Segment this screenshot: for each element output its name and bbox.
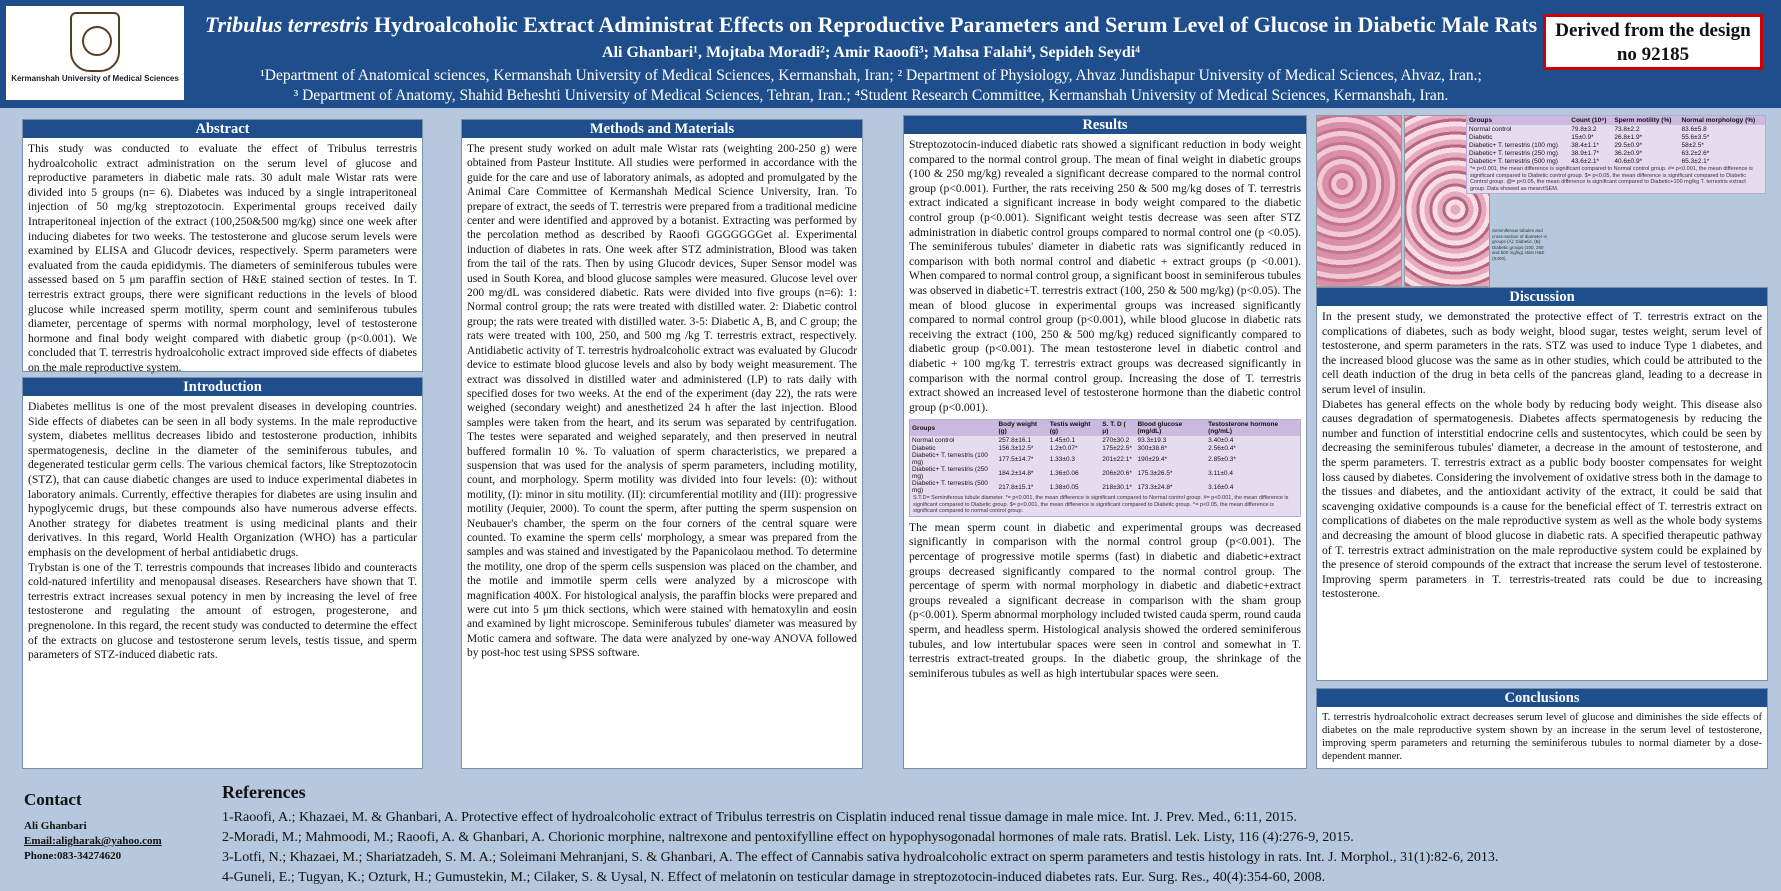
table1-cell: Diabetic+ T. terrestris (100 mg) — [912, 452, 988, 467]
table2-cell: 83.6±5.8 — [1681, 125, 1707, 133]
table1-cell: 1.2±0.07* — [1049, 444, 1078, 452]
table-row — [910, 466, 1300, 480]
table1-header-cell: Blood glucose (mg/dL) — [1135, 420, 1206, 436]
table1-cell: 175±22.5* — [1102, 444, 1132, 452]
table-row — [1467, 157, 1765, 165]
introduction-heading: Introduction — [23, 378, 422, 396]
conclusions-text: T. terrestris hydroalcoholic extract decreases serum level of glucose and diminishes the side effects of diabetes on the male reproductive system shown by an increase in the serum level of testosterone, improving sperm parameters and returning the seminiferous tubules to normal diameter by a dose-dependent manner. — [1322, 712, 1762, 762]
table1-cell: 1.33±0.3 — [1049, 455, 1076, 463]
methods-section — [461, 119, 863, 769]
table2-header-cell: Normal morphology (%) — [1680, 116, 1765, 125]
table2-header-cell: Sperm motility (%) — [1612, 116, 1679, 125]
table1-cell: 1.45±0.1 — [1049, 436, 1076, 444]
introduction-section — [22, 377, 423, 769]
table1-header-cell: Testosterone hormone (ng/mL) — [1206, 420, 1300, 436]
contact-email[interactable]: Email:aligharak@yahoo.com — [24, 835, 162, 847]
table1-cell: Diabetic+ T. terrestris (500 mg) — [912, 480, 988, 495]
discussion-heading: Discussion — [1317, 288, 1767, 306]
table2-cell: 36.2±0.9* — [1614, 149, 1643, 157]
table-row — [1467, 149, 1765, 157]
author-list: Ali Ghanbari¹, Mojtaba Moradi²; Amir Raoofi³; Mahsa Falahi⁴, Sepideh Seydi⁴ — [602, 44, 1140, 61]
abstract-text: This study was conducted to evaluate the effect of Tribulus terrestris hydroalcoholic extract administration on the serum level of glucose and reproductive parameters in diabetic male rats. 30 adult male Wistar rats were divided into 5 groups (n= 6). Diabetes was induced by a single intraperitoneal injection of 50 mg/kg streptozotocin. Experimental groups received daily Intraperitoneal injection of the extract (100,250&500 mg/kg) since one week after inducing diabetes for two weeks. The testosterone and glucose serum levels were examined by ELISA and Glucodr devices, respectively. Sperm parameters were evaluated from the cauda epididymis. The diameters of seminiferous tubules were assessed based on 5 μm paraffin section of H&E stained section of testes. In T. terrestris extract groups, there were significant reductions in the levels of blood glucose while increased sperm motility, sperm count and seminiferous tubules diameter, percentage of sperms with normal morphology, level of testosterone hormone and final body weight compared with diabetic group (p<0.001). We concluded that T. terrestris hydroalcoholic extract improved side effects of diabetes on the male reproductive system. — [28, 142, 417, 374]
design-source-badge: Derived from the design no 92185 — [1543, 14, 1763, 70]
table2-cell: Diabetic+ T. terrestris (250 mg) — [1469, 149, 1558, 157]
discussion-paragraph-1: In the present study, we demonstrated the protective effect of T. terrestris extract on the complications of diabetes, such as body weight, blood sugar, testes weight, serum level of testosterone, and sperm parameters in the rats. STZ was used to induce Type 1 diabetes, and the increased blood glucose was the same as in other studies, which could be attributed to the cell death induction of the drug in beta cells of the pancreas gland, leading to a decrease in serum level of insulin. — [1322, 310, 1762, 396]
table2-cell: 55.6±3.5* — [1681, 133, 1710, 141]
table2-cell: 40.6±0.9* — [1614, 157, 1643, 165]
table-1-note: S.T.D= Seminiferous tubule diameter. *= p<0.001, the mean difference is significant compared to Normal control group. #= p<0.001, the mean difference is significant compared to Diabetic group. $= p<0.001, the mean difference is significant compared to Diabetic group. ^= p<0.05, the mean difference is significant compared to normal control group. — [913, 495, 1289, 515]
table2-cell: Normal control — [1469, 125, 1512, 133]
table-1-body — [910, 436, 1300, 494]
logo-caption: Kermanshah University of Medical Sciences — [11, 74, 179, 83]
introduction-paragraph-1: Diabetes mellitus is one of the most prevalent diseases in developing countries. Side effects of diabetes can be seen in all body systems. In the male reproductive system, diabetes mellitus decreases libido and testosterone production, inhibits spermatogenesis, decline in the diameter of the seminiferous tubules, and degenerated testicular germ cells. The various chemical factors, like Streptozotocin (STZ), that can cause diabetic changes are used to induce experimental diabetes in laboratory animals. Currently, effective therapies for diabetes are using insulin and hypoglycemic drugs, but these compounds also have numerous adverse effects. Another strategy for diabetes treatment is using medicinal plants and their derivatives. In this regard, World Health Organization (WHO) has a particular emphasis on the development of herbal antidiabetic drugs. — [28, 400, 417, 559]
table2-cell: 38.4±1.1* — [1571, 141, 1600, 149]
table2-cell: 15±0.9* — [1571, 133, 1594, 141]
introduction-paragraph-2: Trybstan is one of the T. terrestris compounds that increases libido and counteracts cold-natured infertility and menopausal diseases. Researchers have shown that T. terrestris extract increases sexual potency in men by increasing the level of free testosterone and regulating the amount of estrogen, progesterone, and pregnenolone. In this regard, the recent study was conducted to determine the effect of the extracts on glucose and testosterone serum levels, testis tissue, and sperm parameters of STZ-induced diabetic rats. — [28, 560, 417, 662]
contact-phone: Phone:083-34274620 — [24, 850, 122, 862]
table2-header-cell: Groups — [1467, 116, 1569, 125]
table1-header-cell: Testis weight (g) — [1048, 420, 1101, 436]
methods-text: The present study worked on adult male Wistar rats (weighting 200-250 g) were obtained from Pasteur Institute. All studies were performed in accordance with the guide for the care and use of laboratory animals, as adopted and promulgated by the Animal Care Committee of Kermanshah Medical Science University, Iran. To prepare of extract, the seeds of T. terrestris were prepared from a traditional medicine center and were identified and approved by a botanist. Extracting was performed by the percolation method as described by Raoofi GGGGGGGet al. Experimental induction of diabetes in rats. One week after STZ administration, Blood was taken from the tail of the rats. Then by using Glucodr devices, Super Sensor model was used in South Korea, and blood glucose samples were measured. Glucose level over 200 mg/dL was considered diabetic. Rats were divided into five groups (n=6): 1: Normal control group; the rats were treated with distilled water. 2: Diabetic control group; the rats were treated with distilled water. 3-5: Diabetic A, B, and C group; the rats were treated with 100, 250, and 500 mg /kg T. terrestris extract, respectively. Antidiabetic activity of T. terrestris hydroalcoholic extract was evaluated by Glucodr device to estimate blood glucose levels and also by body weight measurement. The extract was dissolved in distilled water and administered (I.P) to rats daily with specified doses for two weeks. At the end of the experiment (day 22), the rats were weighed (secondary weight) and anesthetized 24 h after the last injection. Blood samples were taken from the heart, and its serum was separated by centrifugation. The testes were separated and weighed separately, and then preserved in neutral buffered formalin 10 %. To valuation of sperm characteristics, we prepared a suspension that was used for the analysis of sperm parameters, including motility, count, and morphology. Sperm motility was divided into four levels: (0): without motility, (I): minor in situ motility. (II): circumferential motility and (III): progressive motility (Jequier, 2000). To count the sperm, after putting the sperm suspension on Neubauer's chamber, the sperm on the four corners of the central square were counted. To examine the sperm cells' morphology, a smear was prepared from the samples and was stained and investigated by the Papanicolaou method. To determine the motility, one drop of the sperm cells suspension was placed on the chamber, and the motile and immotile sperm cells were analyzed by a microscope with magnification 400X. For histological analysis, the paraffin blocks were prepared and were cut into 5 μm thick sections, which were stained with hematoxylin and eosin and examined by light microscope. Seminiferous tubules' diameter was measured by Motic camera and software. The data were analyzed by one-way ANOVA followed by post-hoc test using SPSS software. — [467, 143, 857, 660]
reference-item: 1-Raoofi, A.; Khazaei, M. & Ghanbari, A. Protective effect of hydroalcoholic extract of Tribulus terrestris on Cisplatin induced renal tissue damage in male mice. Int. J. Prev. Med., 6:11, 2015. — [222, 810, 1297, 825]
reference-item: 2-Moradi, M.; Mahmoodi, M.; Raoofi, A. & Ghanbari, A. Chorionic morphine, naltrexone and pentoxifylline effect on hypophysogonadal hormones of male rats. Bratisl. Lek. Listy, 116 (4):276-9, 2015. — [222, 830, 1354, 845]
table1-cell: 175.3±26.5* — [1137, 469, 1173, 477]
table1-cell: 93.3±19.3 — [1137, 436, 1167, 444]
table2-cell: 58±2.5* — [1681, 141, 1704, 149]
table2-cell: 65.3±2.1* — [1681, 157, 1710, 165]
table1-cell: 3.16±0.4 — [1208, 483, 1234, 491]
table2-header-cell: Count (10⁶) — [1569, 116, 1612, 125]
table-row — [1467, 133, 1765, 141]
table1-cell: 3.40±0.4 — [1208, 436, 1234, 444]
methods-heading: Methods and Materials — [462, 120, 862, 138]
table2-cell: 26.8±1.9* — [1614, 133, 1643, 141]
table1-cell: Diabetic — [912, 444, 936, 452]
table-row — [910, 444, 1300, 452]
results-section — [903, 115, 1307, 769]
table2-cell: 63.2±2.6* — [1681, 149, 1710, 157]
table-row — [910, 436, 1300, 444]
table1-cell: 1.36±0.06 — [1049, 469, 1079, 477]
discussion-section — [1316, 287, 1768, 681]
table1-cell: 156.3±12.5* — [998, 444, 1034, 452]
table1-header-cell: Body weight (g) — [996, 420, 1047, 436]
references-heading: References — [222, 782, 306, 802]
table2-cell: 38.9±1.7* — [1571, 149, 1600, 157]
table2-cell: 43.6±2.1* — [1571, 157, 1600, 165]
table1-cell: 177.5±14.7* — [998, 455, 1034, 463]
table-2-header-row — [1467, 116, 1765, 125]
table1-cell: 173.3±24.8* — [1137, 483, 1173, 491]
results-heading: Results — [904, 116, 1306, 134]
conclusions-heading: Conclusions — [1317, 689, 1767, 707]
reference-item: 4-Guneli, E.; Tugyan, K.; Ozturk, H.; Gumustekin, M.; Cilaker, S. & Uysal, N. Effect of melatonin on testicular damage in streptozotocin-induced diabetes rats. Eur. Surg. Res., 40(4):354-60, 2008. — [222, 870, 1326, 885]
results-paragraph-2: The mean sperm count in diabetic and experimental groups was decreased significantly in comparison with the normal control group (p<0.001). The percentage of progressive motile sperms (fast) in diabetic and diabetic+extract groups decreased significantly compared to the normal control group. The percentage of sperm with normal morphology in diabetic and diabetic+extract groups revealed a significant decrease in comparison with the sham group (p<0.001). Sperm abnormal morphology included twisted cauda sperm, round cauda sperm, and headless sperm. Histological analysis showed the ordered seminiferous tubules, and low intertubular spaces were seen in control and somewhat in T. terrestris extract-treated groups. In the diabetic group, the shrinkage of the seminiferous tubules as well as high intertubular spaces were seen. — [909, 520, 1301, 680]
poster-header — [0, 0, 1781, 108]
affiliation-line-2: ³ Department of Anatomy, Shahid Beheshti University of Medical Sciences, Tehran, Iran.; ⁴Student Research Committee, Kermanshah University of Medical Sciences, Kermanshah, Iran. — [293, 87, 1449, 104]
conclusions-section — [1316, 688, 1768, 769]
table1-cell: 2.56±0.4* — [1208, 444, 1236, 452]
table-2-body — [1467, 125, 1765, 165]
table-row — [910, 480, 1300, 494]
abstract-heading: Abstract — [23, 120, 422, 138]
table2-cell: 29.5±0.9* — [1614, 141, 1643, 149]
table-row — [910, 452, 1300, 466]
figure-caption: Seminiferous tubules and cross-section of diameter in groups (A): Diabetic, (B): Diabetic groups (100, 250 and 500 mg/kg) stain H&E (X400). — [1492, 228, 1548, 261]
results-paragraph-1: Streptozotocin-induced diabetic rats showed a significant reduction in body weight compared to the normal control group. The mean of final weight in diabetic groups (100 & 250 mg/kg) revealed a significant decrease compared to the normal control group (p<0.001). Further, the rats receiving 250 & 500 mg/kg doses of T. terrestris extract indicated a significant increase in body weight compared to the diabetic control group (p<0.001). Significant weight testis decrease was seen after STZ administration in diabetic control groups compared to normal control one (p <0.05). The seminiferous tubules' diameter in diabetic rats was significantly reduced in comparison with both normal control and diabetic + extract groups (p <0.001). When compared to normal control group, a significant boost in seminiferous tubules was observed in diabetic+T. terrestris extract (100, 250 & 500 mg/kg) (p<0.05). The mean of blood glucose in experimental groups was increased significantly compared to normal control group (p<0.001), while blood glucose in diabetic rats receiving the extract (100, 250 & 500 mg/kg) reduced significantly compared to diabetic group (p<0.001). The mean testosterone level in diabetic control and diabetic + 100 mg/kg T. terrestris extract groups was decreased significantly in comparison with the normal control group. Increasing the dose of T. terrestris extract showed an increased level of testosterone hormone than the diabetic control group (p<0.001). — [909, 138, 1301, 414]
table1-cell: Diabetic+ T. terrestris (250 mg) — [912, 466, 988, 481]
table1-header-cell: Groups — [910, 420, 996, 436]
table1-cell: Normal control — [912, 436, 955, 444]
abstract-section — [22, 119, 423, 372]
results-table-1 — [909, 419, 1301, 517]
table-row — [1467, 125, 1765, 133]
table2-cell: Diabetic+ T. terrestris (100 mg) — [1469, 141, 1558, 149]
table1-header-cell: S. T. D ( μ) — [1100, 420, 1135, 436]
results-table-2 — [1466, 115, 1766, 194]
table1-cell: 206±20.6* — [1102, 469, 1132, 477]
university-logo — [6, 6, 184, 100]
title-species: Tribulus terrestris — [204, 12, 369, 37]
title-rest: Hydroalcoholic Extract Administrat Effects on Reproductive Parameters and Serum Level of Glucose in Diabetic Male Rats — [368, 12, 1538, 37]
table1-cell: 201±22.1* — [1102, 455, 1132, 463]
table1-cell: 1.38±0.05 — [1049, 483, 1079, 491]
table1-cell: 300±38.6* — [1137, 444, 1168, 452]
histology-image-a — [1316, 115, 1402, 287]
table2-cell: 73.8±2.2 — [1614, 125, 1640, 133]
poster-title — [196, 12, 1546, 38]
table-1-header-row — [910, 420, 1300, 436]
affiliation-line-1: ¹Department of Anatomical sciences, Kermanshah University of Medical Sciences, Kermanshah, Iran; ² Department of Physiology, Ahvaz Jundishapur University of Medical Sciences, Ahvaz, Iran.; — [260, 67, 1482, 84]
table2-cell: Diabetic — [1469, 133, 1493, 141]
contact-name: Ali Ghanbari — [24, 820, 87, 832]
table1-cell: 217.8±15.1* — [998, 483, 1034, 491]
table1-cell: 2.85±0.3* — [1208, 455, 1236, 463]
table2-cell: 79.8±3.2 — [1571, 125, 1597, 133]
table1-cell: 270±30.2 — [1102, 436, 1130, 444]
discussion-paragraph-2: Diabetes has general effects on the whole body by reducing body weight. This disease also causes degradation of spermatogenesis. Diabetes affects spermatogenesis by reducing the number and function of interstitial endocrine cells and sustentocytes, which could be seen by decreasing the seminiferous tubules' diameter, a decrease in the amount of testosterone, and the sperm parameters. T. terrestris extract as a public body booster compensates for weight loss caused by diabetes. Considering the involvement of oxidative stress both in the damage to the tissues and diabetes, and the antioxidant activity of the extract, it could be said that scavenging oxidative compounds is a cause for the beneficial effect of T. terrestris extract on complications of diabetes on the male reproductive system as well as the whole body systems and decreasing the amount of blood glucose in diabetic rats. A specified therapeutic pathway of T. terrestris extract administration on the male reproductive system could be explained by the presence of steroid compounds of the extract that increase the serum level of testosterone. Improving sperm parameters in T. terrestris-treated rats could be due to increasing testosterone. — [1322, 397, 1762, 601]
table1-cell: 184.2±14.8* — [998, 469, 1034, 477]
table2-cell: Diabetic+ T. terrestris (500 mg) — [1469, 157, 1558, 165]
table1-cell: 218±30.1* — [1102, 483, 1132, 491]
table1-cell: 257.8±16.1 — [998, 436, 1031, 444]
contact-heading: Contact — [24, 790, 82, 809]
reference-item: 3-Lotfi, N.; Khazaei, M.; Shariatzadeh, S. M. A.; Soleimani Mehranjani, S. & Ghanbari, A. The effect of Cannabis sativa hydroalcoholic extract on sperm parameters and testis histology in rats. Int. J. Morphol., 31(1):82-6, 2013. — [222, 850, 1499, 865]
university-emblem-icon — [70, 12, 120, 72]
affiliations — [196, 66, 1546, 106]
table1-cell: 3.11±0.4 — [1208, 469, 1233, 477]
table-2-note: *= p<0.001, the mean difference is significant compared to Normal control group. #= p<0.001, the mean difference is significant compared to Diabetic control group. $= p<0.05, the mean difference is significant compared to Diabetic Control group. @= p<0.05, the mean difference is significant compared to Diabetic+100 mg/kg T. terrestris extract group. Data showed as mean±SEM. — [1470, 166, 1753, 192]
table-row — [1467, 141, 1765, 149]
table1-cell: 190±29.4* — [1137, 455, 1168, 463]
